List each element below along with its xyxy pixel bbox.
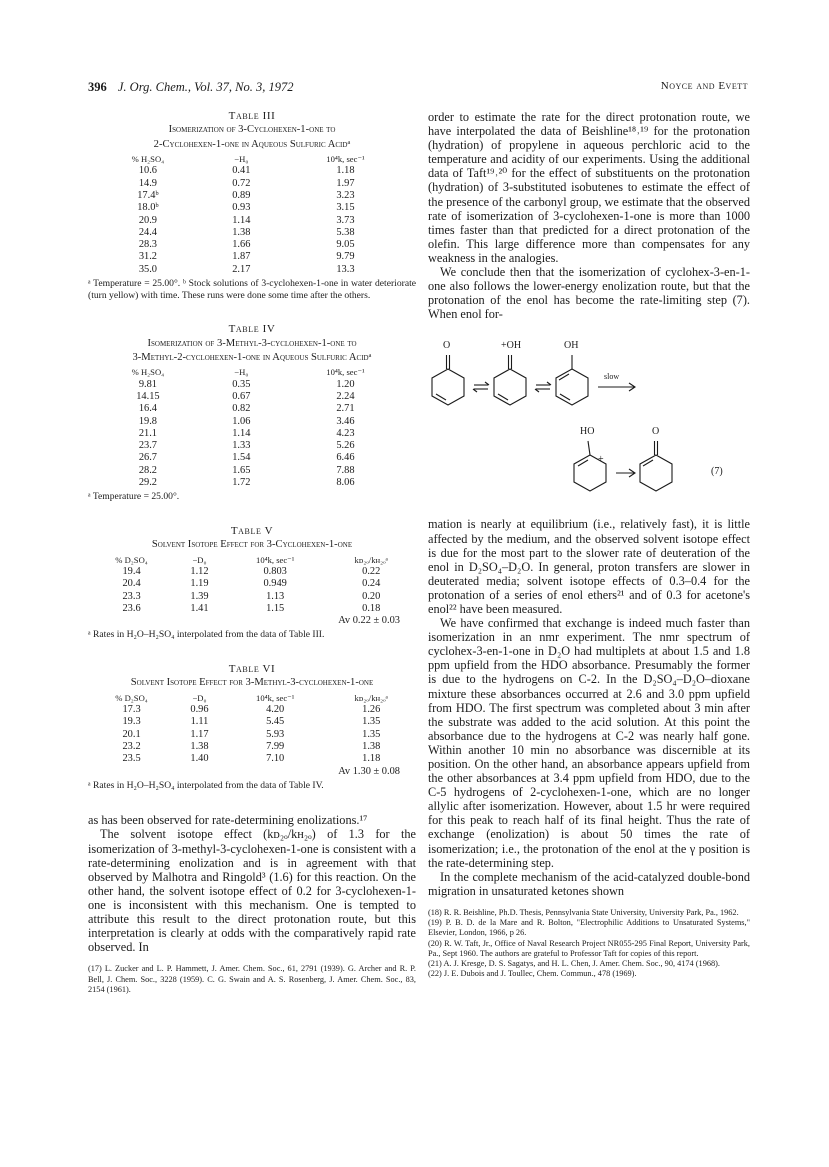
- table-cell: 17.4ᵇ: [137, 190, 159, 201]
- table-row: [88, 716, 416, 728]
- table-cell: 1.18: [362, 753, 381, 765]
- table-average-row: [88, 766, 416, 778]
- table-cell: 0.18: [362, 602, 381, 614]
- table-cell: 0.22: [362, 565, 381, 577]
- table-cell: 0.82: [232, 403, 251, 415]
- paragraph: order to estimate the rate for the direct protonation route, we have interpolated the data of Beishline¹⁸˒¹⁹ for the protonation (hydration) of propylene in aqueous perchloric acid to the temperature and acidity of our experiments. Using the additional data of Taft¹⁹˒²⁰ for the effect of substituents on the protonation (hydration) of 3-substituted isobutenes to estimate the effect of the presence of the carbonyl group, we estimate that the observed rate of isomerization of 3-cyclohexen-1-one is more than 1000 times faster than that predicted for a direct protonation of the olefin. This large difference more than compensates for any weakness in the analogies.: [428, 110, 750, 265]
- table-cell: 0.96: [190, 704, 209, 716]
- column-header: −H₀: [234, 154, 249, 165]
- table-cell: 28.3: [138, 239, 157, 251]
- table-cell: 9.81: [138, 378, 157, 390]
- table-cell: 28.2: [138, 464, 157, 476]
- table-cell: 9.79: [336, 251, 355, 263]
- table-block: [88, 663, 416, 791]
- table-cell: 1.11: [190, 716, 209, 728]
- table-cell: 2.24: [336, 390, 355, 402]
- table-title-line: Solvent Isotope Effect for 3-Cyclohexen-1-one: [151, 539, 353, 551]
- table-cell: 0.93: [232, 202, 251, 214]
- table-cell: 7.99: [266, 740, 285, 752]
- table-cell: 1.14: [232, 427, 251, 439]
- table-cell: 0.949: [263, 578, 287, 590]
- table-row: [88, 566, 416, 578]
- data-table: [88, 554, 416, 628]
- label-slow: slow: [604, 372, 620, 382]
- table-row: [88, 165, 416, 177]
- column-header: −D₀: [192, 554, 207, 565]
- table-row: [88, 440, 416, 452]
- table-cell: 1.38: [190, 740, 209, 752]
- column-header: kᴅ₂ₒ/kʜ₂ₒᵃ: [354, 692, 388, 703]
- data-table: [88, 153, 416, 276]
- table-cell: 35.0: [138, 263, 157, 275]
- label-o: O: [443, 340, 451, 352]
- column-header: 10⁴k, sec⁻¹: [326, 367, 365, 378]
- table-cell: 20.1: [122, 728, 141, 740]
- paragraph: mation is nearly at equilibrium (i.e., relatively fast), it is little affected by the medium, and the observed solvent isotope effect is due for the most part to the slower rate of deuteration of the enol in D₂SO₄–D₂O. In general, proton transfers are slower in deuterated media; solvent isotope effects of 0.3–0.4 for the protonation of a series of enol ethers²¹ and of 0.3 for acetone's enol²² have been measured.: [428, 517, 750, 616]
- table-cell: 4.20: [266, 704, 285, 716]
- ring-5: [640, 455, 672, 491]
- table-cell: 1.39: [190, 590, 209, 602]
- table-row: [88, 591, 416, 603]
- table-cell: 0.803: [263, 565, 287, 577]
- table-header-row: [88, 366, 416, 378]
- left-references: [88, 964, 416, 995]
- table-cell: 1.17: [190, 728, 209, 740]
- table-cell: 3.23: [336, 190, 355, 201]
- table-cell: 14.9: [138, 177, 157, 189]
- table-cell: 1.26: [362, 704, 381, 716]
- column-header: % D₂SO₄: [115, 692, 148, 703]
- table-title-line: Solvent Isotope Effect for 3-Methyl-3-cyclohexen-1-one: [130, 677, 374, 689]
- table-row: [88, 452, 416, 464]
- table-cell: 1.35: [362, 728, 381, 740]
- table-cell: 6.46: [336, 452, 355, 464]
- table-row: [88, 403, 416, 415]
- scheme-drawing: [428, 325, 750, 515]
- table-cell: 4.23: [336, 427, 355, 439]
- table-title-line: 2-Cyclohexen-1-one in Aqueous Sulfuric Acidᵃ: [153, 138, 351, 150]
- table-row: [88, 239, 416, 251]
- table-average: Av 1.30 ± 0.08: [338, 765, 400, 777]
- table-cell: 3.15: [336, 202, 355, 214]
- label-oh: OH: [564, 340, 579, 352]
- table-row: [88, 428, 416, 440]
- column-header: % H₂SO₄: [131, 154, 165, 165]
- table-cell: 1.14: [232, 214, 251, 226]
- table-cell: 2.71: [336, 403, 355, 415]
- page-number: 396: [88, 80, 107, 94]
- table-cell: 19.3: [122, 716, 141, 728]
- column-header: −H₀: [234, 367, 249, 378]
- table-cell: 17.3: [122, 704, 141, 716]
- table-row: [88, 202, 416, 214]
- table-cell: 1.65: [232, 464, 251, 476]
- column-header: −D₀: [192, 692, 207, 703]
- table-cell: 1.06: [232, 415, 251, 427]
- right-body-text-bottom: [428, 517, 750, 898]
- table-row: [88, 753, 416, 765]
- table-cell: 1.18: [336, 165, 355, 177]
- reference-19: (19) P. B. D. de la Mare and R. Bolton, "Electrophilic Additions to Unsaturated Systems," Elsevier, London, 1966, p 26.: [428, 918, 750, 938]
- table-cell: 3.73: [336, 214, 355, 226]
- table-cell: 10.6: [138, 165, 157, 177]
- table-cell: 9.05: [336, 239, 355, 251]
- table-row: [88, 603, 416, 615]
- table-cell: 1.54: [232, 452, 251, 464]
- table-cell: 1.35: [362, 716, 381, 728]
- label-ho: HO: [580, 426, 595, 438]
- table-cell: 1.40: [190, 753, 209, 765]
- left-body-text: [88, 813, 416, 954]
- table-title-line: 3-Methyl-2-cyclohexen-1-one in Aqueous Sulfuric Acidᵃ: [132, 351, 372, 363]
- table-header-row: [88, 153, 416, 165]
- table-cell: 1.38: [232, 226, 251, 238]
- table-cell: 19.4: [122, 565, 141, 577]
- column-header: % H₂SO₄: [131, 367, 165, 378]
- table-header-row: [88, 692, 416, 704]
- table-cell: 0.67: [232, 390, 251, 402]
- ring-2: [494, 369, 526, 405]
- table-cell: 23.3: [122, 590, 141, 602]
- table-cell: 1.66: [232, 239, 251, 251]
- table-cell: 1.97: [336, 177, 355, 189]
- table-cell: 0.24: [362, 578, 381, 590]
- reference-20: (20) R. W. Taft, Jr., Office of Naval Research Project NR055-295 Final Report, University Park, Pa., Sept 1960. The authors are grateful to Professor Taft for copies of this report.: [428, 938, 750, 958]
- table-footnote: ᵃ Rates in H₂O–H₂SO₄ interpolated from the data of Table IV.: [88, 779, 324, 791]
- table-cell: 13.3: [336, 263, 355, 275]
- table-cell: 24.4: [138, 226, 157, 238]
- table-row: [88, 251, 416, 263]
- table-cell: 1.72: [232, 477, 251, 489]
- table-row: [88, 578, 416, 590]
- table-cell: 5.93: [266, 728, 285, 740]
- table-cell: 7.10: [266, 753, 285, 765]
- table-cell: 1.87: [232, 251, 251, 263]
- running-head: Noyce and Evett: [660, 80, 748, 92]
- table-cell: 18.0ᵇ: [137, 202, 159, 214]
- table-row: [88, 391, 416, 403]
- table-average: Av 0.22 ± 0.03: [338, 615, 400, 627]
- table-cell: 1.12: [190, 565, 209, 577]
- table-title-line: Isomerization of 3-Methyl-3-cyclohexen-1-one to: [147, 337, 357, 349]
- table-cell: 19.8: [138, 415, 157, 427]
- right-references: [428, 908, 750, 979]
- table-cell: 0.35: [232, 378, 251, 390]
- table-row: [88, 465, 416, 477]
- label-o-product: O: [652, 426, 660, 438]
- reference-17: (17) L. Zucker and L. P. Hammett, J. Amer. Chem. Soc., 61, 2791 (1939). G. Archer and R. P. Bell, J. Chem. Soc., 3228 (1959). C. G. Swain and A. S. Rosenberg, J. Amer. Chem. Soc., 83, 2154 (1961).: [88, 964, 416, 994]
- label-plus: +: [598, 454, 604, 466]
- table-row: [88, 178, 416, 190]
- table-cell: 0.20: [362, 590, 381, 602]
- column-header: % D₂SO₄: [115, 554, 148, 565]
- table-number: Table IV: [228, 323, 276, 336]
- table-cell: 16.4: [138, 403, 157, 415]
- tables-area: [88, 110, 416, 791]
- table-cell: 0.72: [232, 177, 251, 189]
- table-cell: 20.4: [122, 578, 141, 590]
- table-cell: 29.2: [138, 477, 157, 489]
- table-cell: 1.41: [190, 602, 209, 614]
- reference-21: (21) A. J. Kresge, D. S. Sagatys, and H. L. Chen, J. Amer. Chem. Soc., 90, 4174 (1968).: [428, 958, 720, 968]
- table-cell: 1.33: [232, 440, 251, 452]
- journal-citation: J. Org. Chem., Vol. 37, No. 3, 1972: [117, 80, 294, 94]
- table-row: [88, 704, 416, 716]
- table-row: [88, 477, 416, 489]
- table-footnote: ᵃ Temperature = 25.00°. ᵇ Stock solutions of 3-cyclohexen-1-one in water deteriorate (turn yellow) with time. These runs were done some time after the others.: [88, 278, 416, 301]
- reaction-scheme-7: [428, 325, 750, 515]
- table-cell: 7.88: [336, 464, 355, 476]
- page-header: [88, 80, 748, 98]
- paragraph: We conclude then that the isomerization of cyclohex-3-en-1-one also follows the lower-energy enolization route, but that the protonation of the enol has become the rate-limiting step (7). When enol for-: [428, 265, 750, 322]
- table-cell: 1.19: [190, 578, 209, 590]
- table-number: Table V: [230, 524, 274, 537]
- table-block: [88, 525, 416, 641]
- left-column: [88, 110, 416, 995]
- table-cell: 5.45: [266, 716, 285, 728]
- paragraph: We have confirmed that exchange is indeed much faster than isomerization in an nmr experiment. The nmr spectrum of cyclohex-3-en-1-one in D₂O had multiplets at about 1.5 and 1.8 ppm upfield from the HDO absorbance. Presumably the former is due to the hydrogens on C-2. In the D₂SO₄–D₂O–dioxane mixture these absorbances occurred at 2.6 and 3.0 ppm upfield from HDO. The first spectrum was completed about 3 min after the substrate was added to the acid solution. At this point the absorbance due to the hydrogens at C-2 was nearly half gone. Within another 10 min no absorbance was discernible at its position. On the other hand, an absorbance appears upfield from the other absorbances at 3.4 ppm upfield from HDO, due to the C-5 hydrogens of 2-cyclohexen-1-one, which are no longer allylic after isomerization. However, about 1.5 hr were required for this peak to reach half of its final height. Thus the rate of exchange (enolization) is about 50 times the rate of isomerization; i.e., the protonation of the enol at the γ position is the rate-determining step.: [428, 616, 750, 870]
- table-block: [88, 110, 416, 301]
- table-row: [88, 416, 416, 428]
- table-cell: 20.9: [138, 214, 157, 226]
- table-cell: 1.15: [266, 602, 285, 614]
- table-cell: 14.15: [136, 390, 160, 402]
- ring-3: [556, 369, 588, 405]
- equation-number: (7): [711, 466, 723, 478]
- table-cell: 23.5: [122, 753, 141, 765]
- label-oh-plus: +OH: [501, 340, 522, 352]
- ring-1: [432, 369, 464, 405]
- table-cell: 8.06: [336, 477, 355, 489]
- table-row: [88, 741, 416, 753]
- table-cell: 5.38: [336, 226, 355, 238]
- paragraph: In the complete mechanism of the acid-catalyzed double-bond migration in unsaturated ketones shown: [428, 869, 750, 898]
- table-cell: 26.7: [138, 452, 157, 464]
- table-average-row: [88, 615, 416, 627]
- table-cell: 23.2: [122, 740, 141, 752]
- table-cell: 21.1: [138, 427, 157, 439]
- table-cell: 5.26: [336, 440, 355, 452]
- table-footnote: ᵃ Temperature = 25.00°.: [88, 491, 180, 503]
- table-row: [88, 729, 416, 741]
- table-row: [88, 264, 416, 276]
- right-column: [428, 110, 750, 979]
- table-header-row: [88, 554, 416, 566]
- right-body-text-top: [428, 110, 750, 321]
- table-cell: 3.46: [336, 415, 355, 427]
- ring-4-oh-bond: [588, 441, 590, 455]
- column-header: 10⁴k, sec⁻¹: [326, 154, 365, 165]
- column-header: 10⁴k, sec⁻¹: [256, 692, 295, 703]
- table-cell: 1.38: [362, 740, 381, 752]
- data-table: [88, 366, 416, 489]
- table-footnote: ᵃ Rates in H₂O–H₂SO₄ interpolated from the data of Table III.: [88, 629, 325, 641]
- table-title-line: Isomerization of 3-Cyclohexen-1-one to: [168, 124, 336, 136]
- reference-22: (22) J. E. Dubois and J. Toullec, Chem. Commun., 478 (1969).: [428, 969, 637, 979]
- table-row: [88, 227, 416, 239]
- table-number: Table VI: [228, 663, 276, 676]
- table-cell: 1.13: [266, 590, 285, 602]
- paragraph: as has been observed for rate-determining enolizations.¹⁷: [88, 813, 368, 828]
- table-row: [88, 379, 416, 391]
- table-cell: 31.2: [138, 251, 157, 263]
- column-header: 10⁴k, sec⁻¹: [256, 554, 295, 565]
- data-table: [88, 692, 416, 778]
- table-cell: 1.20: [336, 378, 355, 390]
- table-number: Table III: [228, 110, 276, 122]
- table-cell: 23.6: [122, 602, 141, 614]
- table-cell: 0.41: [232, 165, 251, 177]
- column-header: kᴅ₂ₒ/kʜ₂ₒᵃ: [354, 554, 388, 565]
- table-cell: 0.89: [232, 190, 251, 201]
- table-row: [88, 190, 416, 202]
- table-cell: 23.7: [138, 440, 157, 452]
- table-row: [88, 215, 416, 227]
- table-cell: 2.17: [232, 263, 251, 275]
- reference-18: (18) R. R. Beishline, Ph.D. Thesis, Pennsylvania State University, University Park, Pa., 1962.: [428, 907, 739, 917]
- paragraph: The solvent isotope effect (kᴅ₂ₒ/kʜ₂ₒ) of 1.3 for the isomerization of 3-methyl-3-cyclohexen-1-one is consistent with a rate-determining enolization and is in agreement with that observed by Malhotra and Ringold³ (1.6) for this reaction. On the other hand, the solvent isotope effect of 0.2 for 3-cyclohexen-1-one is inconsistent with this mechanism. One is tempted to attribute this result to the direct protonation route, but this interpretation is clearly at odds with the comparatively rapid rate observed. In: [88, 827, 416, 955]
- table-block: [88, 323, 416, 503]
